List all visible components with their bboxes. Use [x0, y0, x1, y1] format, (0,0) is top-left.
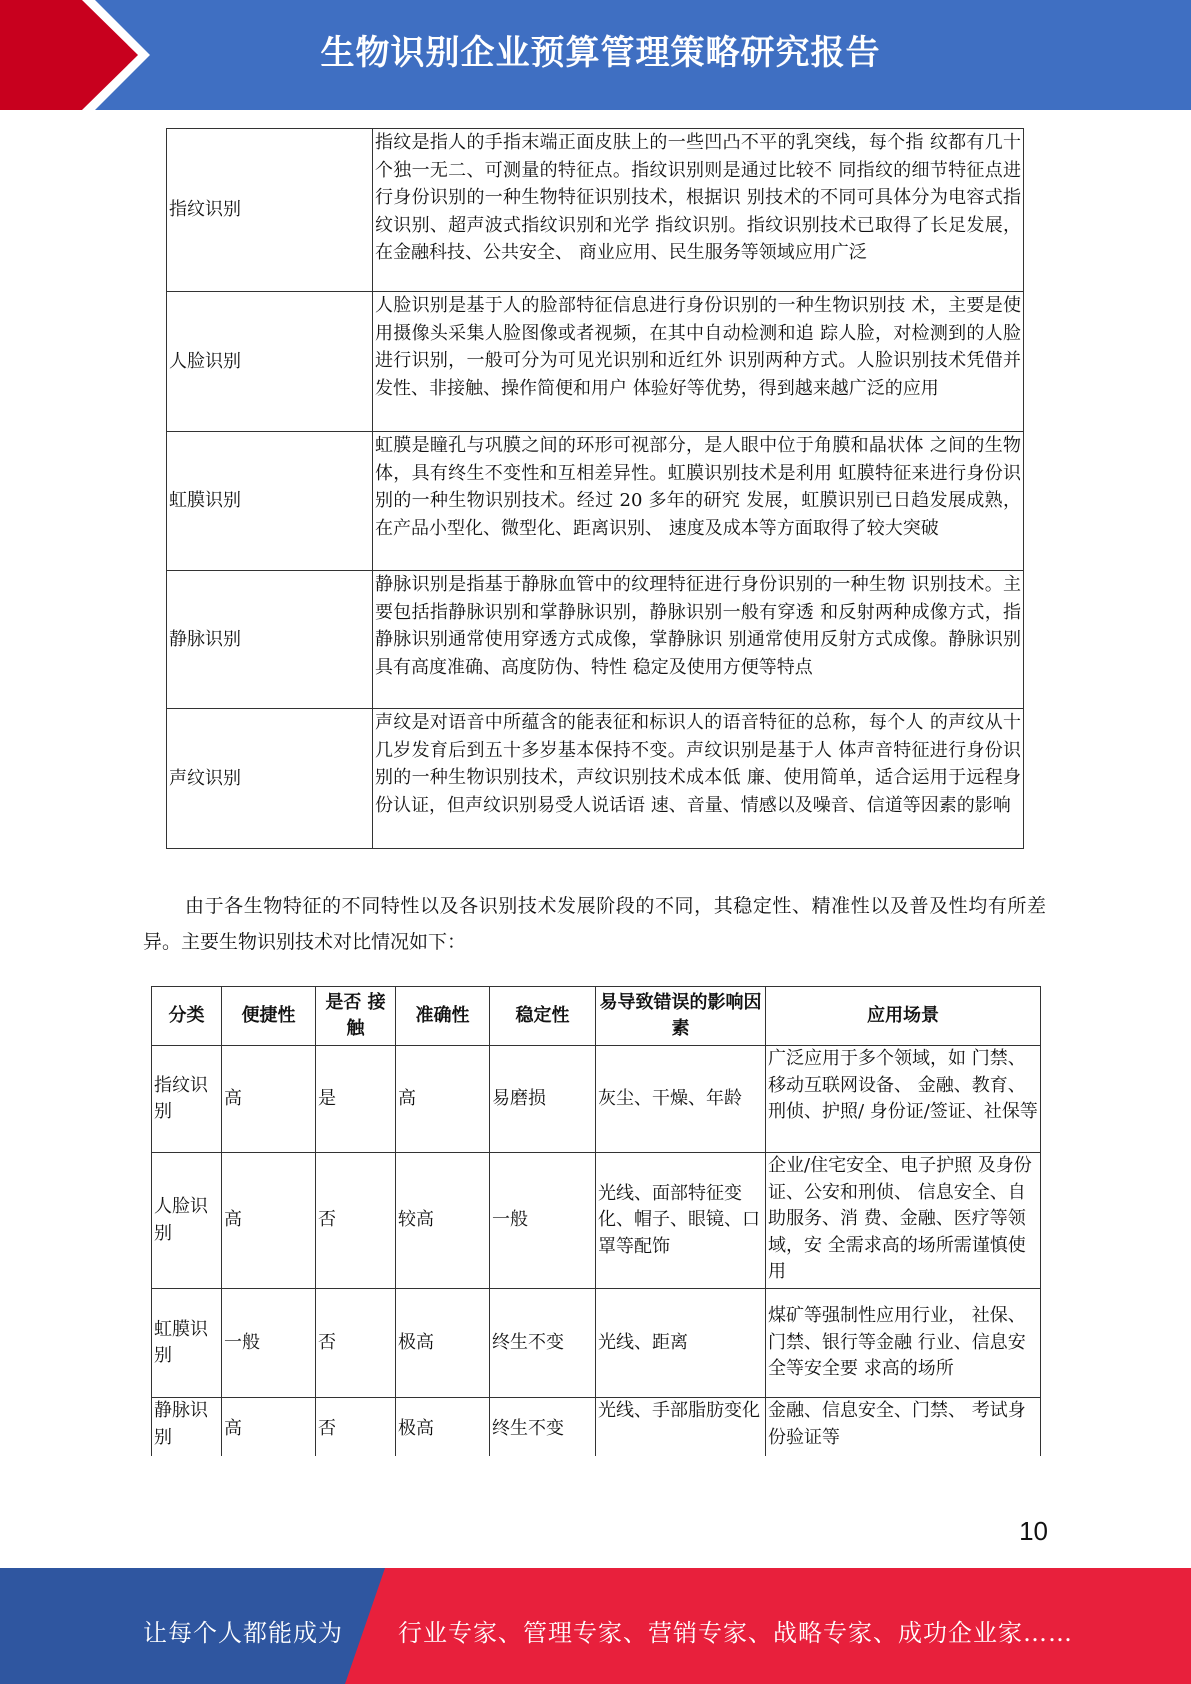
- table-cell: 高: [222, 1046, 316, 1153]
- table-cell: 高: [222, 1153, 316, 1289]
- footer-slogan-left: 让每个人都能成为: [143, 1619, 343, 1647]
- tech-desc-cell: 声纹是对语音中所蕴含的能表征和标识人的语音特征的总称，每个人 的声纹从十几岁发育后到五十多岁基本保持不变。声纹识别是基于人 体声音特征进行身份识别的一种生物识别技术，声纹识别技术成本低 廉、使用简单，适合运用于远程身份认证，但声纹识别易受人说话语 速、音量、情感以及噪音、信道等因素的影响: [373, 709, 1024, 849]
- comparison-table: [151, 986, 1041, 1456]
- table-cell: 否: [316, 1398, 396, 1457]
- table-cell: 人脸识别: [152, 1153, 222, 1289]
- table-cell: 煤矿等强制性应用行业， 社保、门禁、银行等金融 行业、信息安全等安全要 求高的场所: [766, 1289, 1041, 1398]
- header-cell: 分类: [152, 987, 222, 1046]
- comparison-table-container: [151, 986, 1041, 1456]
- table-cell: 广泛应用于多个领域，如 门禁、移动互联网设备、 金融、教育、刑侦、护照/ 身份证/签证、社保等: [766, 1046, 1041, 1153]
- table-cell: 金融、信息安全、门禁、 考试身份验证等: [766, 1398, 1041, 1457]
- table-row: [152, 1398, 1041, 1457]
- table-cell: 极高: [396, 1398, 490, 1457]
- table-cell: 高: [396, 1046, 490, 1153]
- table-row: [167, 709, 1024, 849]
- table-row: [167, 571, 1024, 709]
- tech-desc-cell: 指纹是指人的手指末端正面皮肤上的一些凹凸不平的乳突线，每个指 纹都有几十个独一无二、可测量的特征点。指纹识别则是通过比较不 同指纹的细节特征点进行身份识别的一种生物特征识别技术，根据识 别技术的不同可具体分为电容式指纹识别、超声波式指纹识别和光学 指纹识别。指纹识别技术已取得了长足发展，在金融科技、公共安全、 商业应用、民生服务等领域应用广泛: [373, 129, 1024, 292]
- table-cell: 易磨损: [490, 1046, 596, 1153]
- table-cell: 否: [316, 1153, 396, 1289]
- table-cell: 极高: [396, 1289, 490, 1398]
- header-cell: 便捷性: [222, 987, 316, 1046]
- tech-name-cell: 静脉识别: [167, 571, 373, 709]
- table-row: [152, 1046, 1041, 1153]
- tech-desc-cell: 人脸识别是基于人的脸部特征信息进行身份识别的一种生物识别技 术，主要是使用摄像头采集人脸图像或者视频，在其中自动检测和追 踪人脸，对检测到的人脸进行识别，一般可分为可见光识别和近红外 识别两种方式。人脸识别技术凭借并发性、非接触、操作简便和用户 体验好等优势，得到越来越广泛的应用: [373, 292, 1024, 432]
- table-row: [152, 1289, 1041, 1398]
- table-cell: 一般: [222, 1289, 316, 1398]
- table-row: [167, 432, 1024, 571]
- footer-slogan-right: 行业专家、管理专家、营销专家、战略专家、成功企业家……: [398, 1619, 1073, 1647]
- table-cell: 虹膜识别: [152, 1289, 222, 1398]
- body-paragraph: 由于各生物特征的不同特性以及各识别技术发展阶段的不同，其稳定性、精准性以及普及性均有所差异。主要生物识别技术对比情况如下：: [143, 895, 1046, 953]
- table-cell: 否: [316, 1289, 396, 1398]
- table-row: [152, 1153, 1041, 1289]
- table-row: [167, 129, 1024, 292]
- tech-description-table: [166, 128, 1024, 849]
- table-cell: 企业/住宅安全、电子护照 及身份证、公安和刑侦、 信息安全、自助服务、消 费、金融、医疗等领域，安 全需求高的场所需谨慎使用: [766, 1153, 1041, 1289]
- tech-desc-cell: 静脉识别是指基于静脉血管中的纹理特征进行身份识别的一种生物 识别技术。主要包括指静脉识别和掌静脉识别，静脉识别一般有穿透 和反射两种成像方式，指静脉识别通常使用穿透方式成像，掌静脉识 别通常使用反射方式成像。静脉识别具有高度准确、高度防伪、特性 稳定及使用方便等特点: [373, 571, 1024, 709]
- table-row: [167, 292, 1024, 432]
- table-cell: 较高: [396, 1153, 490, 1289]
- tech-name-cell: 虹膜识别: [167, 432, 373, 571]
- table-cell: 灰尘、干燥、年龄: [596, 1046, 766, 1153]
- table-cell: 终生不变: [490, 1398, 596, 1457]
- table-cell: 是: [316, 1046, 396, 1153]
- header-cell: 是否 接触: [316, 987, 396, 1046]
- table-cell: 指纹识别: [152, 1046, 222, 1153]
- table-cell: 一般: [490, 1153, 596, 1289]
- header-cell: 易导致错误的影响因素: [596, 987, 766, 1046]
- table-cell: 高: [222, 1398, 316, 1457]
- header-cell: 准确性: [396, 987, 490, 1046]
- table-cell: 光线、面部特征变化、帽子、眼镜、口罩等配饰: [596, 1153, 766, 1289]
- tech-desc-cell: 虹膜是瞳孔与巩膜之间的环形可视部分，是人眼中位于角膜和晶状体 之间的生物体，具有终生不变性和互相差异性。虹膜识别技术是利用 虹膜特征来进行身份识别的一种生物识别技术。经过 20 多年的研究 发展，虹膜识别已日趋发展成熟，在产品小型化、微型化、距离识别、 速度及成本等方面取得了较大突破: [373, 432, 1024, 571]
- header-cell: 应用场景: [766, 987, 1041, 1046]
- page-header: [0, 0, 1191, 110]
- table-header-row: [152, 987, 1041, 1046]
- table-cell: 光线、距离: [596, 1289, 766, 1398]
- table-cell: 静脉识别: [152, 1398, 222, 1457]
- tech-name-cell: 声纹识别: [167, 709, 373, 849]
- tech-name-cell: 指纹识别: [167, 129, 373, 292]
- page-title: 生物识别企业预算管理策略研究报告: [320, 33, 881, 73]
- table-cell: 终生不变: [490, 1289, 596, 1398]
- tech-name-cell: 人脸识别: [167, 292, 373, 432]
- header-cell: 稳定性: [490, 987, 596, 1046]
- page-number: 10: [1019, 1516, 1048, 1546]
- table-cell: 光线、手部脂肪变化: [596, 1398, 766, 1457]
